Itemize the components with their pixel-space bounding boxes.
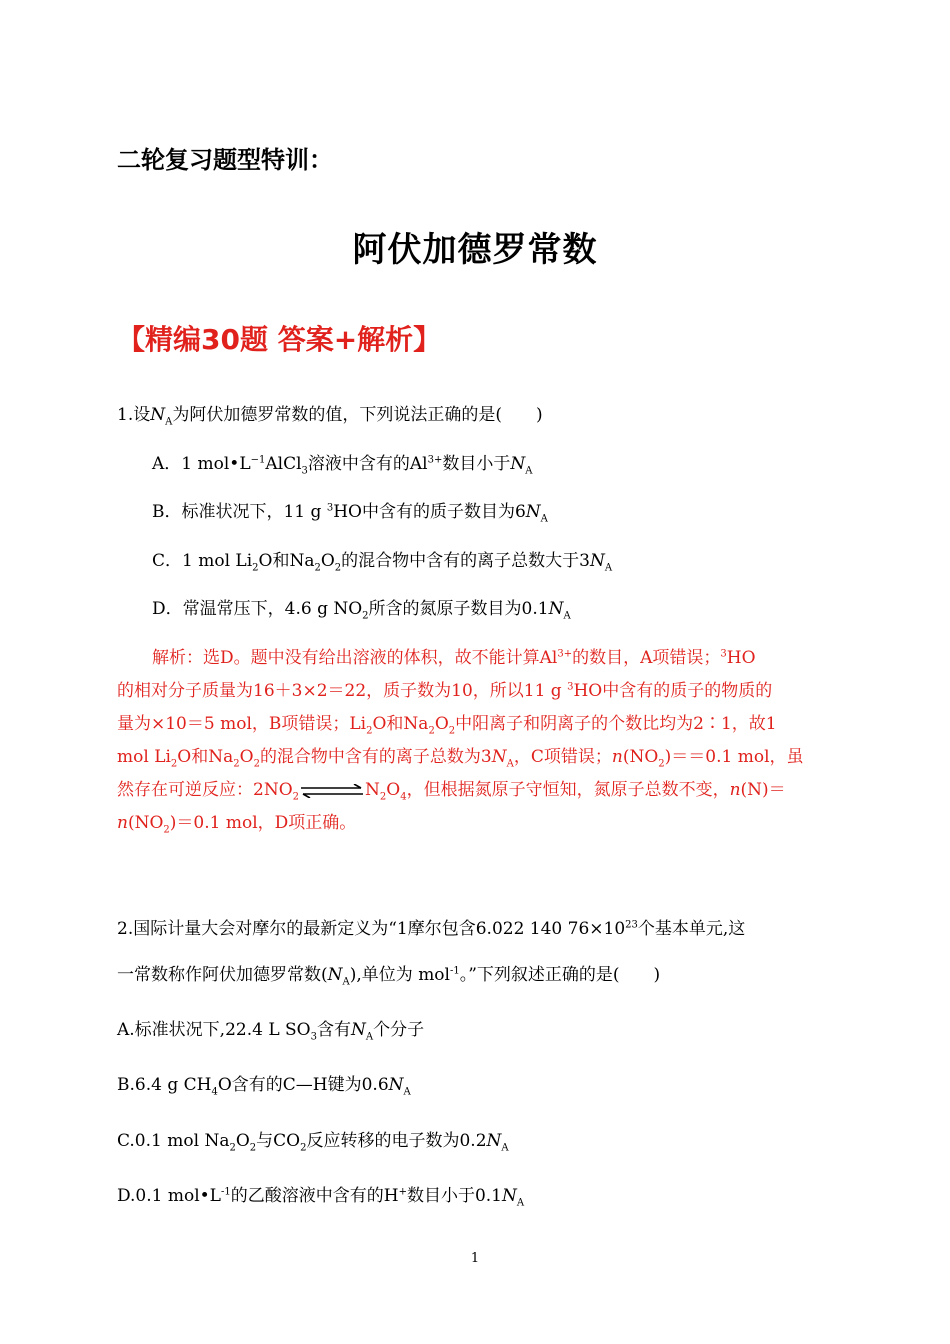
question-1-stem: 1.设$N_A$为阿伏加德罗常数的值，下列说法正确的是( ) [117, 405, 543, 428]
analysis-line-6: $n(NO_2)=0.1$ mol，D项正确。 [117, 813, 357, 836]
question-2-stem-line-1: 2.国际计量大会对摩尔的最新定义为“1摩尔包含6.022 140 $76\times 10^{23}$个基本单元,这 [117, 919, 746, 939]
page-number: 1 [470, 1251, 480, 1266]
section-subtitle: 二轮复习题型特训： [117, 146, 333, 174]
question-1-option-c: C．1 mol $Li_2O$和$Na_2O_2$的混合物中含有的离子总数大于$3N_A$ [152, 551, 613, 574]
analysis-line-2: 的相对分子质量为16＋3×2＝22，质子数为10，所以11 g $^3$HO中含有的质子的物质的 [117, 681, 773, 701]
analysis-line-3: 量为×10＝5 mol，B项错误；$Li_2O$和$Na_2O_2$中阳离子和阴离子的个数比均为2∶1，故1 [117, 714, 777, 737]
question-1-option-d: D．常温常压下，4.6 g $NO_2$所含的氮原子数目为$0.1N_A$ [152, 599, 571, 622]
question-1-option-a: A．1 $mol•L^{-1}AlCl_3$溶液中含有的$Al^{3+}$数目小于$N_A$ [152, 454, 533, 477]
question-1-option-b: B．标准状况下，11 g $^3$HO中含有的质子数目为$6N_A$ [152, 502, 548, 525]
collection-tag: 【精编30题 答案+解析】 [117, 323, 442, 356]
question-2-option-d: D.0.1 $mol•L^{-1}$的乙酸溶液中含有的H+数目小于$0.1N_A$ [117, 1186, 525, 1209]
reversible-arrow-icon [299, 784, 365, 798]
page-title: 阿伏加德罗常数 [352, 230, 598, 270]
question-2-stem-line-2: 一常数称作阿伏加德罗常数$(N_A)$,单位为 mol$^{-1}$。”下列叙述正确的是( ) [117, 965, 661, 988]
question-2-option-b: B.6.4 g $CH_4O$含有的C—H键为$0.6N_A$ [117, 1075, 411, 1098]
analysis-line-5: 然存在可逆反应：$2NO_2$ $N_2O_4$，但根据氮原子守恒知，氮原子总数不变，n(N)＝ [117, 780, 786, 803]
question-2-option-c: C.0.1 mol $Na_2O_2$与$CO_2$反应转移的电子数为$0.2N_A$ [117, 1131, 509, 1154]
analysis-line-4: mol $Li_2O$和$Na_2O_2$的混合物中含有的离子总数为$3N_A$，C项错误；$n(NO_2)==0.1$ mol，虽 [117, 747, 804, 770]
analysis-line-1: 解析：选D。题中没有给出溶液的体积，故不能计算$Al^{3+}$的数目，A项错误；$^3$HO [152, 648, 756, 668]
question-2-option-a: A.标准状况下,22.4 L $SO_3$含有$N_A$个分子 [117, 1020, 425, 1043]
